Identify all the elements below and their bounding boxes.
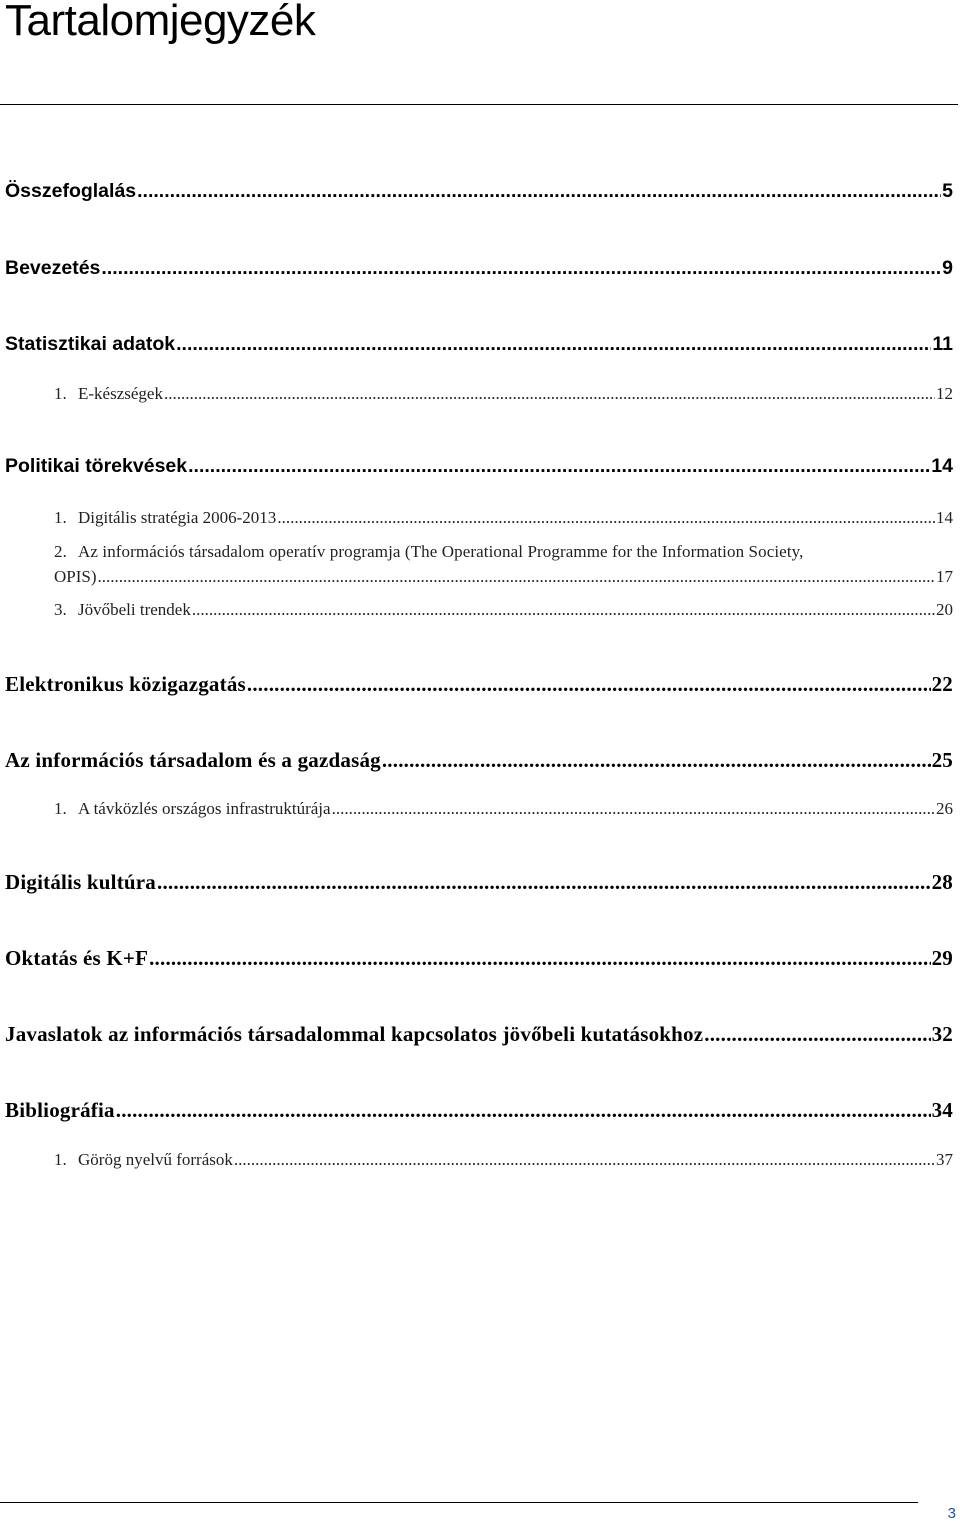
toc-leader-dots bbox=[704, 1022, 930, 1047]
toc-subentry-number: 1. bbox=[54, 799, 67, 818]
toc-subentry-title: A távközlés országos infrastruktúrája bbox=[78, 799, 331, 818]
title-divider bbox=[0, 104, 958, 105]
toc-leader-dots bbox=[332, 799, 935, 819]
toc-subentry-title: Jövőbeli trendek bbox=[78, 600, 191, 619]
toc-entry-title: Digitális kultúra bbox=[5, 870, 157, 894]
toc-entry-title: Az információs társadalom és a gazdaság bbox=[5, 748, 381, 772]
toc-entry-title: Oktatás és K+F bbox=[5, 946, 149, 970]
toc-leader-dots bbox=[247, 672, 931, 697]
toc-subentry-jovobeli-trendek[interactable] bbox=[54, 600, 953, 620]
toc-entry-page: 14 bbox=[936, 508, 953, 527]
toc-leader-dots bbox=[116, 1098, 931, 1123]
toc-entry-page: 32 bbox=[931, 1022, 953, 1046]
toc-entry-title: Bevezetés bbox=[5, 257, 101, 279]
toc-entry-title: Javaslatok az információs társadalommal kapcsolatos jövőbeli kutatásokhoz bbox=[5, 1022, 704, 1046]
toc-subentry-number: 1. bbox=[54, 384, 67, 403]
toc-entry-page: 17 bbox=[936, 567, 953, 586]
toc-subentry-gorog-forrasok[interactable] bbox=[54, 1150, 953, 1170]
toc-entry-title: Bibliográfia bbox=[5, 1098, 115, 1122]
toc-entry-oktatas-kf[interactable] bbox=[5, 946, 953, 971]
toc-entry-page: 37 bbox=[936, 1150, 953, 1169]
toc-entry-page: 28 bbox=[931, 870, 953, 894]
toc-leader-dots bbox=[157, 870, 931, 895]
toc-entry-bibliografia[interactable] bbox=[5, 1098, 953, 1123]
toc-subentry-digitalis-strategia[interactable] bbox=[54, 508, 953, 528]
toc-subentry-title-continued: OPIS) bbox=[54, 567, 97, 586]
toc-leader-dots bbox=[176, 333, 931, 356]
toc-entry-page: 26 bbox=[936, 799, 953, 818]
toc-subentry-title: E-készségek bbox=[78, 384, 163, 403]
toc-entry-osszefoglalas[interactable] bbox=[5, 180, 953, 203]
toc-subentry-opis-line2[interactable] bbox=[54, 567, 953, 587]
toc-entry-page: 9 bbox=[942, 257, 953, 279]
toc-leader-dots bbox=[101, 257, 941, 280]
toc-entry-page: 25 bbox=[931, 748, 953, 772]
toc-subentry-number: 1. bbox=[54, 1150, 67, 1169]
toc-entry-title: Politikai törekvések bbox=[5, 455, 188, 477]
page-number: 3 bbox=[947, 1505, 956, 1522]
toc-entry-bevezetes[interactable] bbox=[5, 257, 953, 280]
toc-entry-elektronikus-kozigazgatas[interactable] bbox=[5, 672, 953, 697]
toc-subentry-opis-line1[interactable] bbox=[54, 542, 953, 562]
toc-entry-page: 12 bbox=[936, 384, 953, 403]
toc-subentry-number: 2. bbox=[54, 542, 67, 561]
toc-leader-dots bbox=[164, 384, 935, 404]
toc-leader-dots bbox=[192, 600, 935, 620]
toc-entry-page: 11 bbox=[932, 333, 953, 355]
toc-subentry-title: Görög nyelvű források bbox=[78, 1150, 233, 1169]
toc-entry-title: Statisztikai adatok bbox=[5, 333, 176, 355]
footer-divider bbox=[0, 1502, 918, 1503]
toc-leader-dots bbox=[382, 748, 931, 773]
toc-entry-page: 34 bbox=[931, 1098, 953, 1122]
toc-subentry-title: Az információs társadalom operatív programja (The Operational Programme for the Information Society, bbox=[78, 542, 804, 561]
toc-entry-title: Összefoglalás bbox=[5, 180, 137, 202]
toc-entry-page: 14 bbox=[931, 455, 953, 477]
toc-leader-dots bbox=[98, 567, 935, 587]
toc-subentry-e-keszsegek[interactable] bbox=[54, 384, 953, 404]
toc-subentry-number: 1. bbox=[54, 508, 67, 527]
toc-entry-page: 29 bbox=[931, 946, 953, 970]
toc-leader-dots bbox=[137, 180, 941, 203]
toc-entry-statisztikai-adatok[interactable] bbox=[5, 333, 953, 356]
toc-entry-informacios-tarsadalom-gazdasag[interactable] bbox=[5, 748, 953, 773]
toc-leader-dots bbox=[277, 508, 935, 528]
page-title: Tartalomjegyzék bbox=[5, 0, 316, 45]
toc-entry-politikai-torekvesek[interactable] bbox=[5, 455, 953, 478]
toc-entry-page: 20 bbox=[936, 600, 953, 619]
toc-entry-page: 5 bbox=[942, 180, 953, 202]
toc-subentry-tavkozles-infrastruktura[interactable] bbox=[54, 799, 953, 819]
toc-subentry-title: Digitális stratégia 2006-2013 bbox=[78, 508, 277, 527]
toc-entry-digitalis-kultura[interactable] bbox=[5, 870, 953, 895]
toc-leader-dots bbox=[188, 455, 930, 478]
toc-leader-dots bbox=[234, 1150, 935, 1170]
toc-leader-dots bbox=[149, 946, 930, 971]
toc-entry-javaslatok[interactable] bbox=[5, 1022, 953, 1047]
toc-subentry-number: 3. bbox=[54, 600, 67, 619]
toc-entry-page: 22 bbox=[931, 672, 953, 696]
toc-entry-title: Elektronikus közigazgatás bbox=[5, 672, 246, 696]
